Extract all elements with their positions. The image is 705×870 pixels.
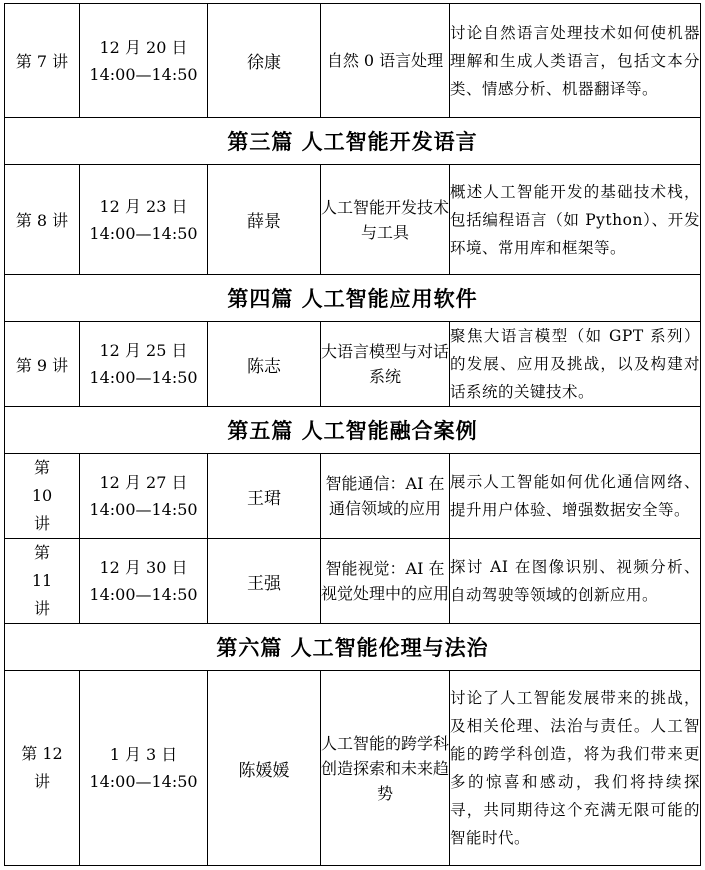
lecture-date: 12 月 25 日 [99,341,188,360]
section-row-5 [5,407,701,454]
lecture-description: 概述人工智能开发的基础技术栈，包括编程语言（如 Python）、开发环境、常用库和框架等。 [450,165,701,275]
lecture-row-11 [5,539,701,624]
lecture-row-8 [5,165,701,275]
lecture-date: 12 月 20 日 [99,37,188,57]
section-title: 第三篇 人工智能开发语言 [5,118,701,165]
lecture-description: 探讨 AI 在图像识别、视频分析、自动驾驶等领域的创新应用。 [450,539,701,624]
section-title: 第五篇 人工智能融合案例 [5,407,701,454]
lecture-datetime [80,4,208,118]
lecture-topic: 人工智能开发技术与工具 [321,165,450,275]
lecture-date: 12 月 30 日 [99,558,188,577]
section-title: 第四篇 人工智能应用软件 [5,275,701,322]
lecture-datetime [80,322,208,407]
lecture-number: 第 8 讲 [5,165,80,275]
lecture-row-9 [5,322,701,407]
lecture-schedule-table [4,3,701,866]
lecture-topic: 智能通信：AI 在通信领域的应用 [321,454,450,539]
lecture-speaker: 王强 [208,539,321,624]
section-row-3 [5,118,701,165]
lecture-number: 第 10 讲 [5,454,80,539]
lecture-row-10 [5,454,701,539]
section-row-6 [5,624,701,671]
lecture-datetime [80,454,208,539]
lecture-time: 14:00—14:50 [89,368,198,387]
section-row-4 [5,275,701,322]
section-title: 第六篇 人工智能伦理与法治 [5,624,701,671]
lecture-description: 展示人工智能如何优化通信网络、提升用户体验、增强数据安全等。 [450,454,701,539]
lecture-number: 第 12 讲 [5,671,80,866]
lecture-speaker: 陈媛媛 [208,671,321,866]
lecture-number: 第 11 讲 [5,539,80,624]
lecture-datetime [80,165,208,275]
lecture-topic: 人工智能的跨学科创造探索和未来趋势 [321,671,450,866]
lecture-topic: 大语言模型与对话系统 [321,322,450,407]
lecture-topic: 智能视觉：AI 在视觉处理中的应用 [321,539,450,624]
lecture-row-7 [5,4,701,118]
lecture-datetime [80,539,208,624]
lecture-time: 14:00—14:50 [89,64,198,84]
lecture-time: 14:00—14:50 [89,585,198,604]
lecture-row-12 [5,671,701,866]
lecture-speaker: 陈志 [208,322,321,407]
lecture-description: 讨论了人工智能发展带来的挑战，及相关伦理、法治与责任。人工智能的跨学科创造，将为我们带来更多的惊喜和感动，我们将持续探寻，共同期待这个充满无限可能的智能时代。 [450,671,701,866]
lecture-time: 14:00—14:50 [89,500,198,519]
lecture-speaker: 薛景 [208,165,321,275]
lecture-description: 讨论自然语言处理技术如何使机器理解和生成人类语言，包括文本分类、情感分析、机器翻译等。 [450,4,701,118]
lecture-time: 14:00—14:50 [89,223,198,243]
lecture-description: 聚焦大语言模型（如 GPT 系列）的发展、应用及挑战，以及构建对话系统的关键技术。 [450,322,701,407]
lecture-topic: 自然 0 语言处理 [321,4,450,118]
lecture-date: 12 月 23 日 [99,196,188,216]
lecture-speaker: 徐康 [208,4,321,118]
lecture-number: 第 9 讲 [5,322,80,407]
lecture-date: 1 月 3 日 [109,745,178,764]
lecture-time: 14:00—14:50 [89,772,198,791]
lecture-datetime [80,671,208,866]
lecture-speaker: 王珺 [208,454,321,539]
lecture-number: 第 7 讲 [5,4,80,118]
lecture-date: 12 月 27 日 [99,473,188,492]
